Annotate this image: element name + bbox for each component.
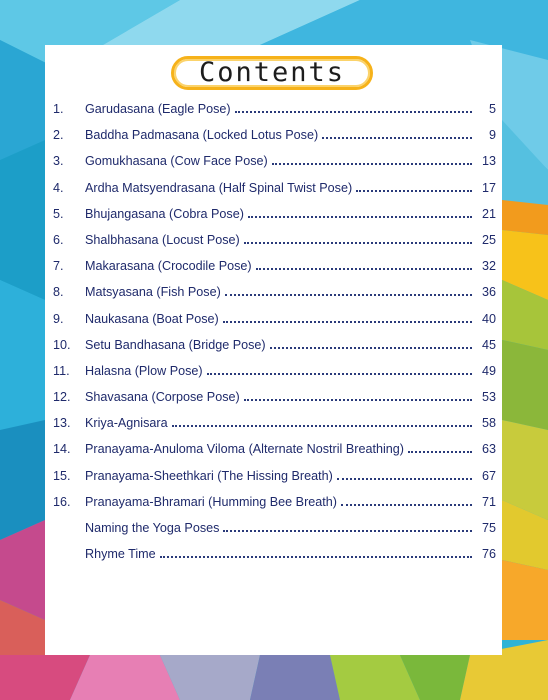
toc-entry[interactable] [45,338,502,364]
entry-title: Shalbhasana (Locust Pose) [85,232,240,247]
toc-entry[interactable] [45,442,502,468]
entry-page-number: 63 [481,442,496,457]
dot-leader [207,373,472,375]
entry-page-number: 67 [481,468,496,483]
toc-entry[interactable] [45,285,502,311]
entry-number: 2. [53,128,64,143]
entry-page-number: 58 [481,416,496,431]
entry-page-number: 45 [481,337,496,352]
entry-title: Ardha Matsyendrasana (Half Spinal Twist Pose) [85,180,353,195]
entry-title: Pranayama-Anuloma Viloma (Alternate Nostril Breathing) [85,442,404,457]
dot-leader [337,478,472,480]
entry-title: Shavasana (Corpose Pose) [85,390,240,405]
dot-leader [223,530,472,532]
entry-number: 1. [53,102,64,116]
entry-number: 5. [53,206,64,221]
dot-leader [160,556,472,558]
entry-title: Matsyasana (Fish Pose) [85,285,221,300]
entry-number: 10. [53,337,71,352]
toc-entry[interactable] [45,416,502,442]
entry-title: Kriya-Agnisara [85,416,168,431]
entry-title: Halasna (Plow Pose) [85,363,203,378]
toc-entry[interactable] [45,390,502,416]
entry-title: Naming the Yoga Poses [85,521,220,535]
dot-leader [172,425,472,427]
toc-entry[interactable] [45,259,502,285]
dot-leader [223,321,472,323]
toc-entry[interactable] [45,469,502,495]
entry-page-number: 13 [481,154,496,169]
toc-entry[interactable] [45,102,502,128]
entry-title: Baddha Padmasana (Locked Lotus Pose) [85,128,319,143]
dot-leader [244,242,472,244]
dot-leader [248,216,472,218]
entry-number: 11. [53,363,70,378]
toc-list [45,102,502,573]
toc-entry[interactable] [45,181,502,207]
toc-entry[interactable] [45,547,502,573]
contents-panel [45,45,502,655]
dot-leader [244,399,472,401]
entry-title: Rhyme Time [85,547,156,562]
dot-leader [322,137,472,139]
toc-entry[interactable] [45,207,502,233]
entry-number: 6. [53,232,64,247]
page-title: Contents [198,57,346,88]
entry-page-number: 9 [488,128,496,143]
entry-number: 16. [53,494,71,509]
entry-title: Makarasana (Crocodile Pose) [85,259,252,274]
entry-number: 4. [53,180,64,195]
entry-number: 3. [53,154,64,169]
toc-entry[interactable] [45,364,502,390]
entry-number: 7. [53,259,64,274]
dot-leader [256,268,472,270]
toc-entry[interactable] [45,154,502,180]
entry-page-number: 49 [481,363,496,378]
entry-page-number: 53 [481,390,496,405]
dot-leader [225,294,472,296]
entry-title: Garudasana (Eagle Pose) [85,102,231,116]
contents-title-badge [171,56,373,90]
entry-number: 8. [53,285,64,300]
entry-page-number: 17 [481,180,496,195]
entry-page-number: 25 [481,232,496,247]
dot-leader [408,451,472,453]
entry-page-number: 5 [488,102,496,116]
entry-page-number: 76 [481,547,496,562]
entry-number: 12. [53,390,71,405]
entry-title: Naukasana (Boat Pose) [85,311,219,326]
dot-leader [235,111,472,113]
toc-entry[interactable] [45,521,502,547]
entry-page-number: 36 [481,285,496,300]
dot-leader [270,347,472,349]
toc-entry[interactable] [45,312,502,338]
entry-title: Pranayama-Sheethkari (The Hissing Breath) [85,468,333,483]
entry-title: Gomukhasana (Cow Face Pose) [85,154,268,169]
entry-page-number: 40 [481,311,496,326]
entry-page-number: 71 [481,494,496,509]
entry-number: 9. [53,311,64,326]
toc-entry[interactable] [45,128,502,154]
entry-number: 13. [53,416,71,431]
dot-leader [341,504,472,506]
entry-page-number: 32 [481,259,496,274]
dot-leader [272,163,472,165]
entry-number: 14. [53,442,71,457]
entry-page-number: 75 [481,521,496,535]
entry-title: Bhujangasana (Cobra Pose) [85,206,244,221]
toc-entry[interactable] [45,233,502,259]
entry-number: 15. [53,468,71,483]
toc-entry[interactable] [45,495,502,521]
entry-title: Setu Bandhasana (Bridge Pose) [85,337,266,352]
entry-page-number: 21 [481,206,496,221]
dot-leader [356,190,472,192]
entry-title: Pranayama-Bhramari (Humming Bee Breath) [85,494,337,509]
